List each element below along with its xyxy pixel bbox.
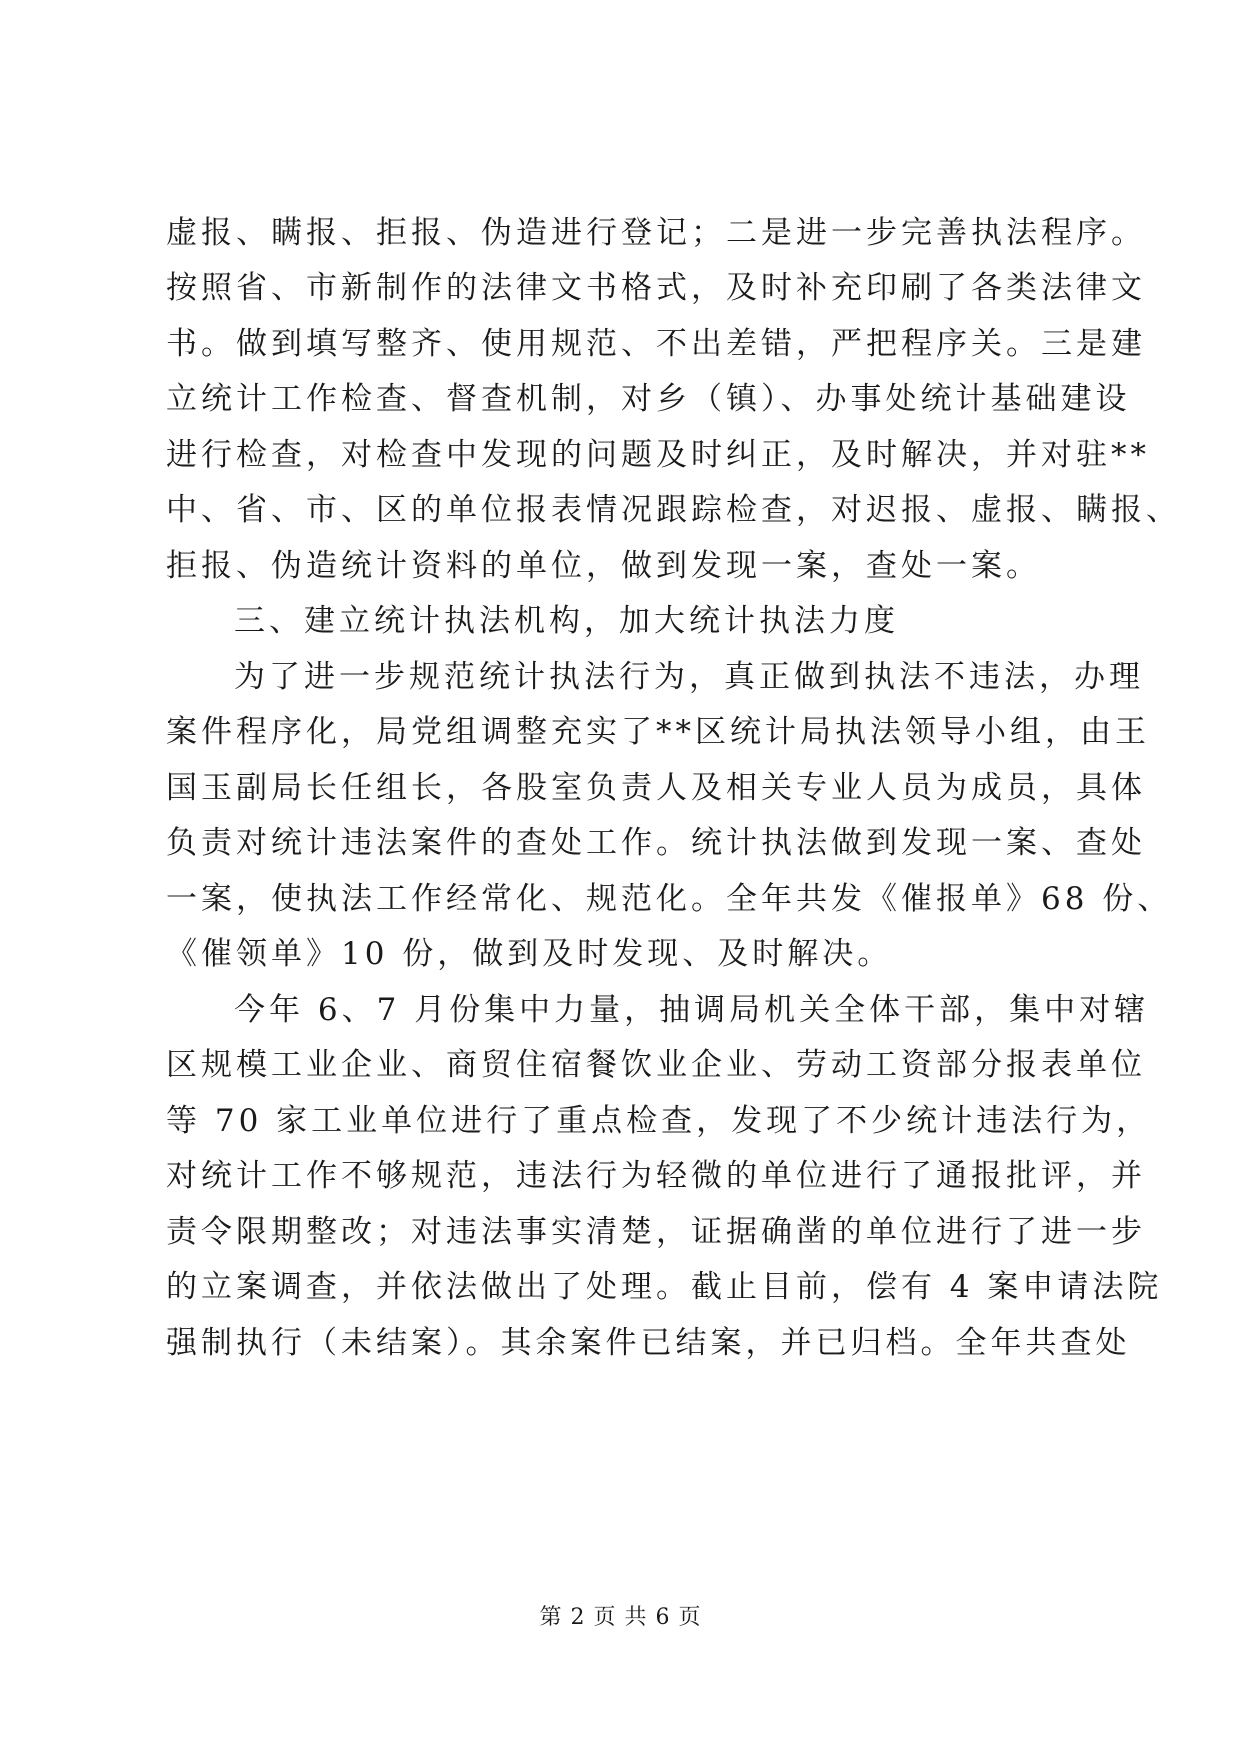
body-text-line-4: 立统计工作检查、督查机制，对乡（镇）、办事处统计基础建设 [166,381,1131,417]
body-text-line-14: 《催领单》10 份，做到及时发现、及时解决。 [166,936,893,972]
body-text-line-18: 对统计工作不够规范，违法行为轻微的单位进行了通报批评，并 [166,1158,1146,1194]
body-text-line-19: 责令限期整改；对违法事实清楚，证据确凿的单位进行了进一步 [166,1214,1146,1250]
body-text-line-1: 虚报、瞒报、拒报、伪造进行登记；二是进一步完善执法程序。 [166,215,1146,251]
body-text-line-17: 等 70 家工业单位进行了重点检查，发现了不少统计违法行为， [166,1103,1152,1139]
body-text-line-5: 进行检查，对检查中发现的问题及时纠正，及时解决，并对驻** [166,437,1150,473]
page-footer: 第 2 页 共 6 页 [539,1605,702,1630]
body-text-line-16: 区规模工业企业、商贸住宿餐饮业企业、劳动工资部分报表单位 [166,1047,1146,1083]
body-text-line-11: 国玉副局长任组长，各股室负责人及相关专业人员为成员，具体 [166,770,1146,806]
body-text-line-20: 的立案调查，并依法做出了处理。截止目前，偿有 4 案申请法院 [166,1269,1163,1305]
body-text-line-7: 拒报、伪造统计资料的单位，做到发现一案，查处一案。 [166,548,1041,584]
body-text-line-12: 负责对统计违法案件的查处工作。统计执法做到发现一案、查处 [166,825,1146,861]
body-text-line-21: 强制执行（未结案）。其余案件已结案，并已归档。全年共查处 [166,1325,1131,1361]
body-text-line-6: 中、省、市、区的单位报表情况跟踪检查，对迟报、虚报、瞒报、 [166,492,1181,528]
body-text-line-2: 按照省、市新制作的法律文书格式，及时补充印刷了各类法律文 [166,270,1146,306]
body-text-line-10: 案件程序化，局党组调整充实了**区统计局执法领导小组，由王 [166,714,1150,750]
body-text-line-13: 一案，使执法工作经常化、规范化。全年共发《催报单》68 份、 [166,881,1173,917]
body-text-line-3: 书。做到填写整齐、使用规范、不出差错，严把程序关。三是建 [166,326,1146,362]
section-heading: 三、建立统计执法机构，加大统计执法力度 [234,603,899,639]
body-text-line-15: 今年 6、7 月份集中力量，抽调局机关全体干部，集中对辖 [234,992,1150,1028]
body-text-line-9: 为了进一步规范统计执法行为，真正做到执法不违法，办理 [234,659,1144,695]
